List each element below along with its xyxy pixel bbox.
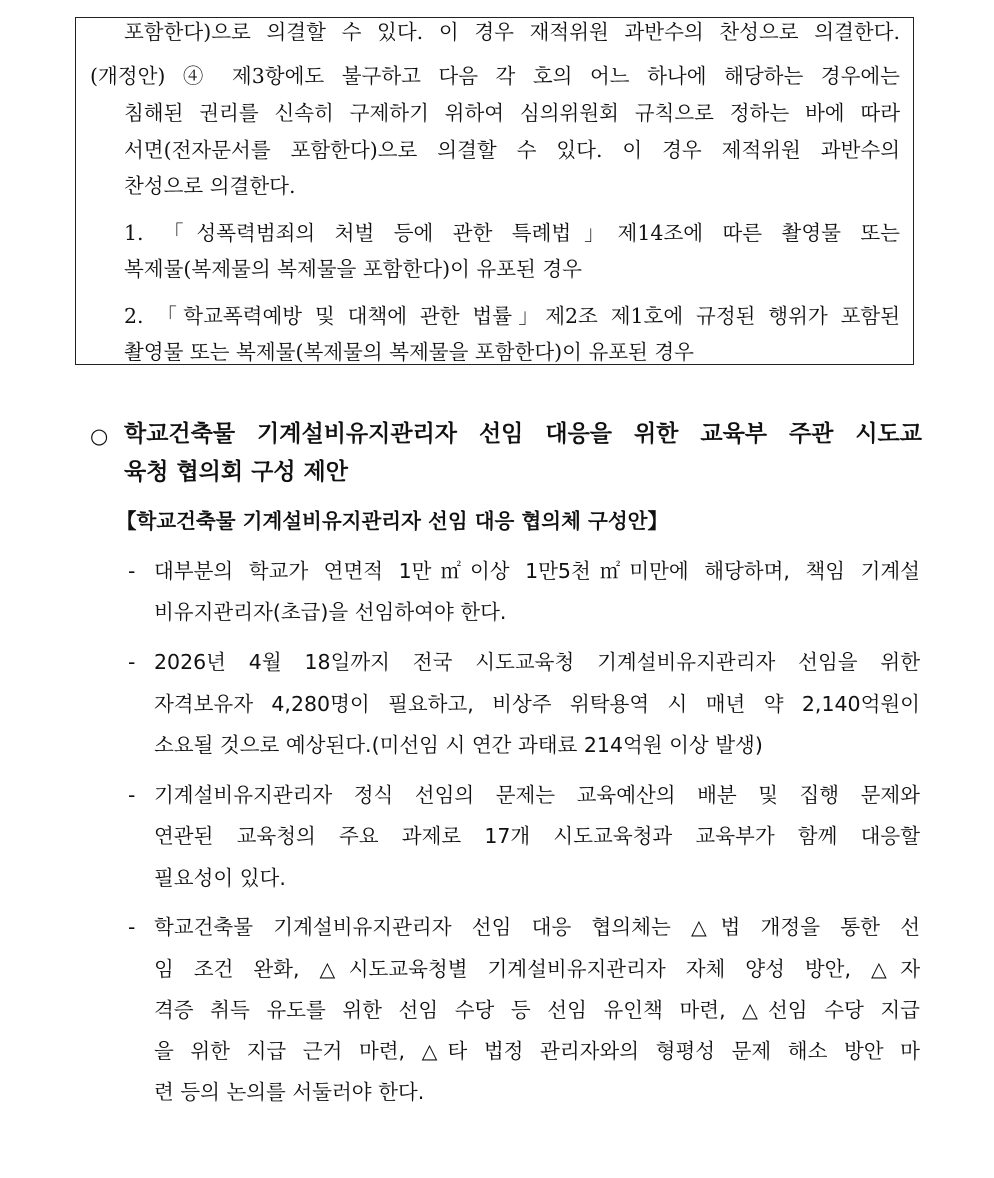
dash-marker: - [128,783,136,807]
point-4-line: 학교건축물 기계설비유지관리자 선임 대응 협의체는 △법 개정을 통한 선 [154,915,920,939]
section-title-line: 학교건축물 기계설비유지관리자 선임 대응을 위한 교육부 주관 시도교 [124,421,922,447]
point-1-line: 대부분의 학교가 연면적 1만㎡이상 1만5천㎡미만에 해당하며, 책임 기계설 [154,559,920,583]
point-2-line: 2026년 4월 18일까지 전국 시도교육청 기계설비유지관리자 선임을 위한 [154,650,920,674]
point-4-line: 련 등의 논의를 서둘러야 한다. [154,1080,425,1104]
dash-marker: - [128,650,136,674]
point-3-line: 연관된 교육청의 주요 과제로 17개 시도교육청과 교육부가 함께 대응할 [154,824,920,848]
item-2-line: 촬영물 또는 복제물(복제물의 복제물을 포함한다)이 유포된 경우 [124,340,694,364]
item-1-line: 1. 「성폭력범죄의 처벌 등에 관한 특례법」제14조에 따른 촬영물 또는 [124,221,900,245]
proposal-line: 침해된 권리를 신속히 구제하기 위하여 심의위원회 규칙으로 정하는 바에 따라 [124,101,900,125]
point-4-line: 을 위한 지급 근거 마련, △타 법정 관리자와의 형평성 문제 해소 방안 마 [154,1039,920,1063]
item-1-line: 복제물(복제물의 복제물을 포함한다)이 유포된 경우 [124,257,582,281]
point-3-line: 필요성이 있다. [154,866,286,890]
dash-marker: - [128,559,136,583]
proposal-line: 찬성으로 의결한다. [124,174,296,198]
proposal-line: (개정안) ④ 제3항에도 불구하고 다음 각 호의 어느 하나에 해당하는 경우에는 [90,64,900,88]
box-continuation-line: 포함한다)으로 의결할 수 있다. 이 경우 재적위원 과반수의 찬성으로 의결한다. [124,20,900,44]
point-4-line: 격증 취득 유도를 위한 선임 수당 등 선임 유인책 마련, △선임 수당 지급 [154,998,920,1022]
point-4-line: 임 조건 완화, △시도교육청별 기계설비유지관리자 자체 양성 방안, △자 [154,957,920,981]
point-3-line: 기계설비유지관리자 정식 선임의 문제는 교육예산의 배분 및 집행 문제와 [154,783,920,807]
proposal-line: 서면(전자문서를 포함한다)으로 의결할 수 있다. 이 경우 제적위원 과반수의 [124,138,900,162]
point-2-line: 소요될 것으로 예상된다.(미선임 시 연간 과태료 214억원 이상 발생) [154,733,763,757]
section-subtitle: 【학교건축물 기계설비유지관리자 선임 대응 협의체 구성안】 [116,509,668,533]
section-bullet: ○ [90,424,109,448]
point-2-line: 자격보유자 4,280명이 필요하고, 비상주 위탁용역 시 매년 약 2,140억원이 [154,692,920,716]
section-title-line: 육청 협의회 구성 제안 [124,459,348,485]
item-2-line: 2. 「학교폭력예방 및 대책에 관한 법률」제2조 제1호에 규정된 행위가 포함된 [124,304,900,328]
dash-marker: - [128,915,136,939]
point-1-line: 비유지관리자(초급)을 선임하여야 한다. [154,600,507,624]
